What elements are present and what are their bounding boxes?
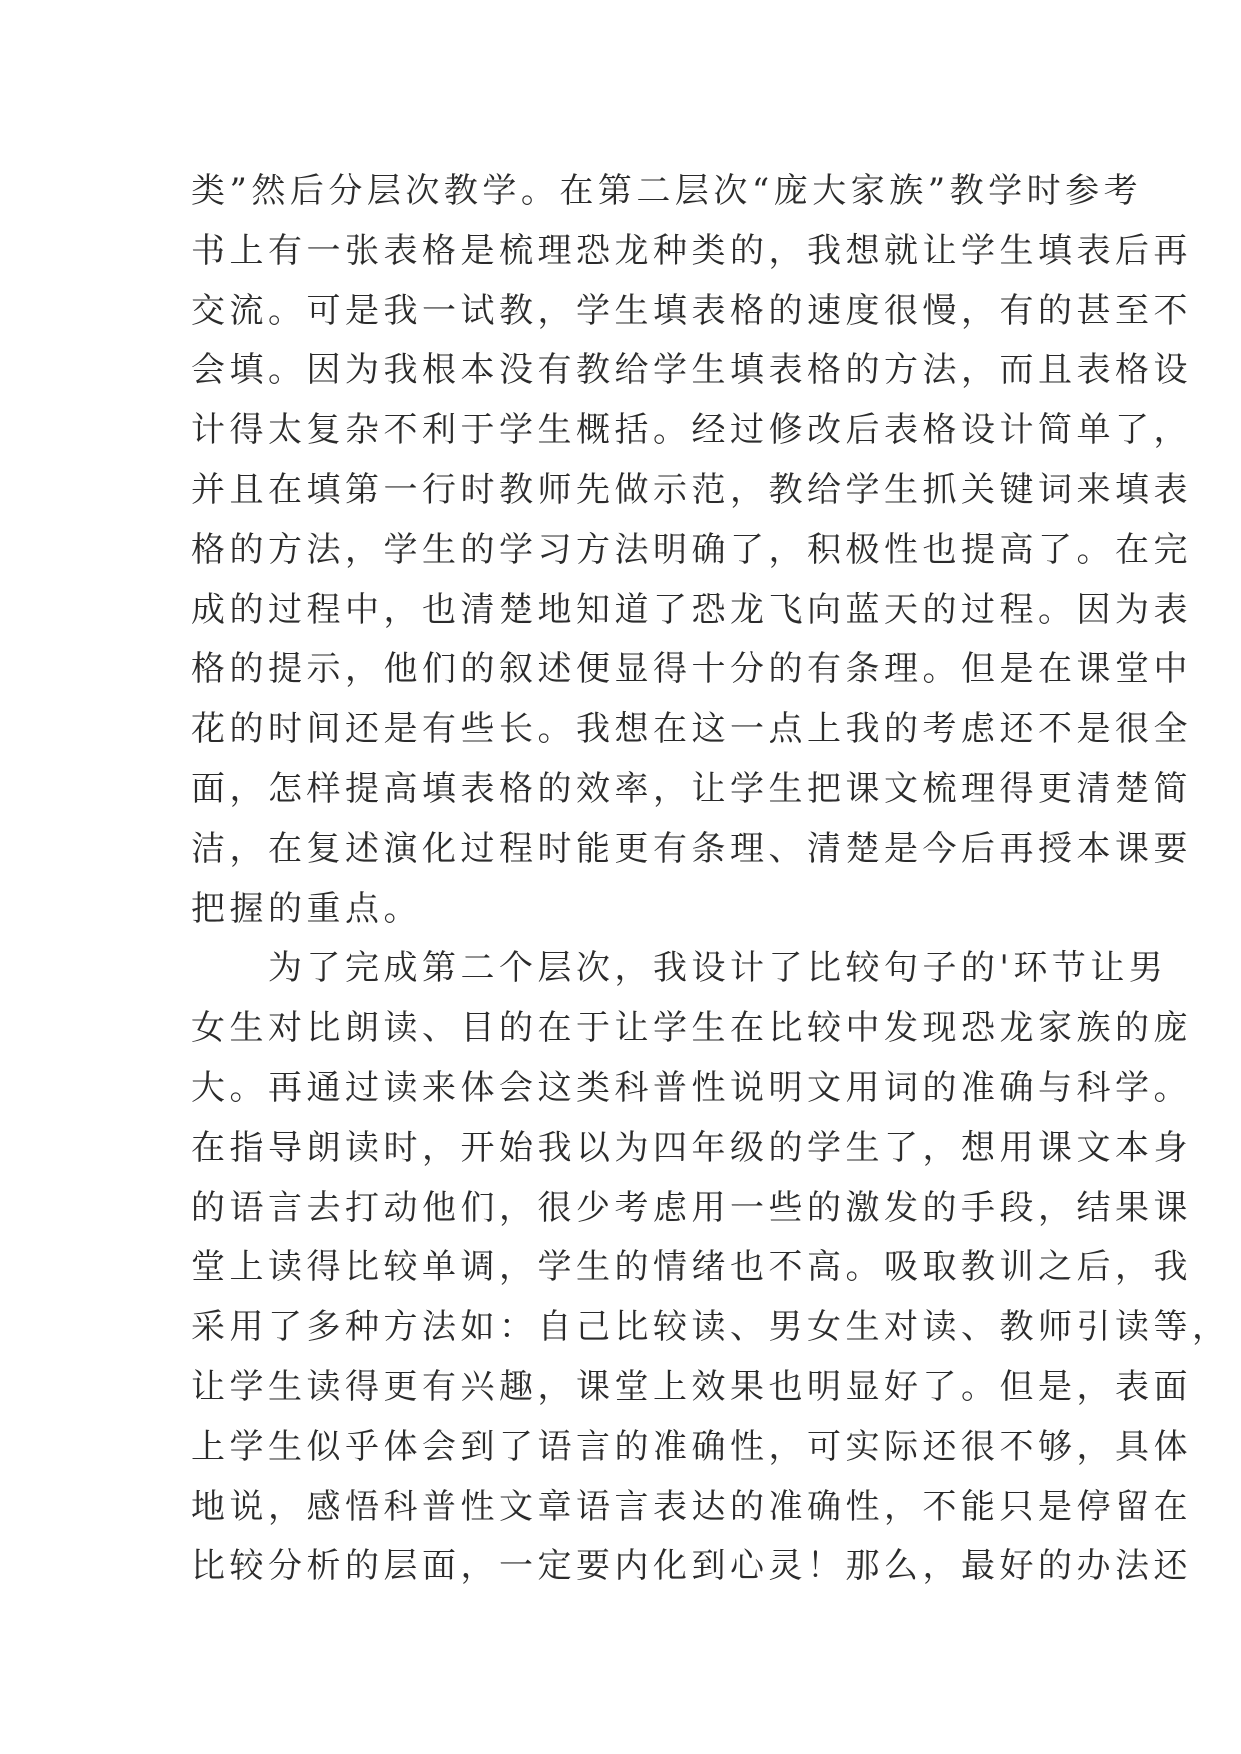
text-line: 格的提示，他们的叙述便显得十分的有条理。但是在课堂中 <box>191 649 1192 690</box>
body-text <box>191 162 1231 1597</box>
text-line: 地说，感悟科普性文章语言表达的准确性，不能只是停留在 <box>191 1486 1192 1527</box>
text-line: 上学生似乎体会到了语言的准确性，可实际还很不够，具体 <box>191 1426 1192 1467</box>
text-line: 交流。可是我一试教，学生填表格的速度很慢，有的甚至不 <box>191 290 1192 331</box>
text-line: 花的时间还是有些长。我想在这一点上我的考虑还不是很全 <box>191 709 1192 750</box>
text-line: 女生对比朗读、目的在于让学生在比较中发现恐龙家族的庞 <box>191 1008 1192 1049</box>
text-line: 类”然后分层次教学。在第二层次“庞大家族”教学时参考 <box>191 171 1143 211</box>
text-line: 在指导朗读时，开始我以为四年级的学生了，想用课文本身 <box>191 1127 1192 1168</box>
text-line: 会填。因为我根本没有教给学生填表格的方法，而且表格设 <box>191 350 1192 391</box>
text-line: 比较分析的层面，一定要内化到心灵！那么，最好的办法还 <box>191 1546 1192 1587</box>
text-line: 采用了多种方法如：自己比较读、男女生对读、教师引读等， <box>191 1307 1231 1348</box>
text-line: 书上有一张表格是梳理恐龙种类的，我想就让学生填表后再 <box>191 230 1192 271</box>
text-line: 为了完成第二个层次，我设计了比较句子的'环节让男 <box>191 948 1168 989</box>
text-line: 的语言去打动他们，很少考虑用一些的激发的手段，结果课 <box>191 1187 1192 1228</box>
text-line: 把握的重点。 <box>191 888 422 929</box>
text-line: 洁，在复述演化过程时能更有条理、清楚是今后再授本课要 <box>191 828 1192 869</box>
text-line: 计得太复杂不利于学生概括。经过修改后表格设计简单了， <box>191 410 1192 451</box>
text-line: 大。再通过读来体会这类科普性说明文用词的准确与科学。 <box>191 1067 1192 1108</box>
text-line: 面，怎样提高填表格的效率，让学生把课文梳理得更清楚简 <box>191 768 1192 809</box>
text-line: 堂上读得比较单调，学生的情绪也不高。吸取教训之后，我 <box>191 1247 1192 1288</box>
text-line: 并且在填第一行时教师先做示范，教给学生抓关键词来填表 <box>191 469 1192 510</box>
text-line: 让学生读得更有兴趣，课堂上效果也明显好了。但是，表面 <box>191 1366 1192 1407</box>
text-line: 格的方法，学生的学习方法明确了，积极性也提高了。在完 <box>191 529 1192 570</box>
text-line: 成的过程中，也清楚地知道了恐龙飞向蓝天的过程。因为表 <box>191 589 1192 630</box>
